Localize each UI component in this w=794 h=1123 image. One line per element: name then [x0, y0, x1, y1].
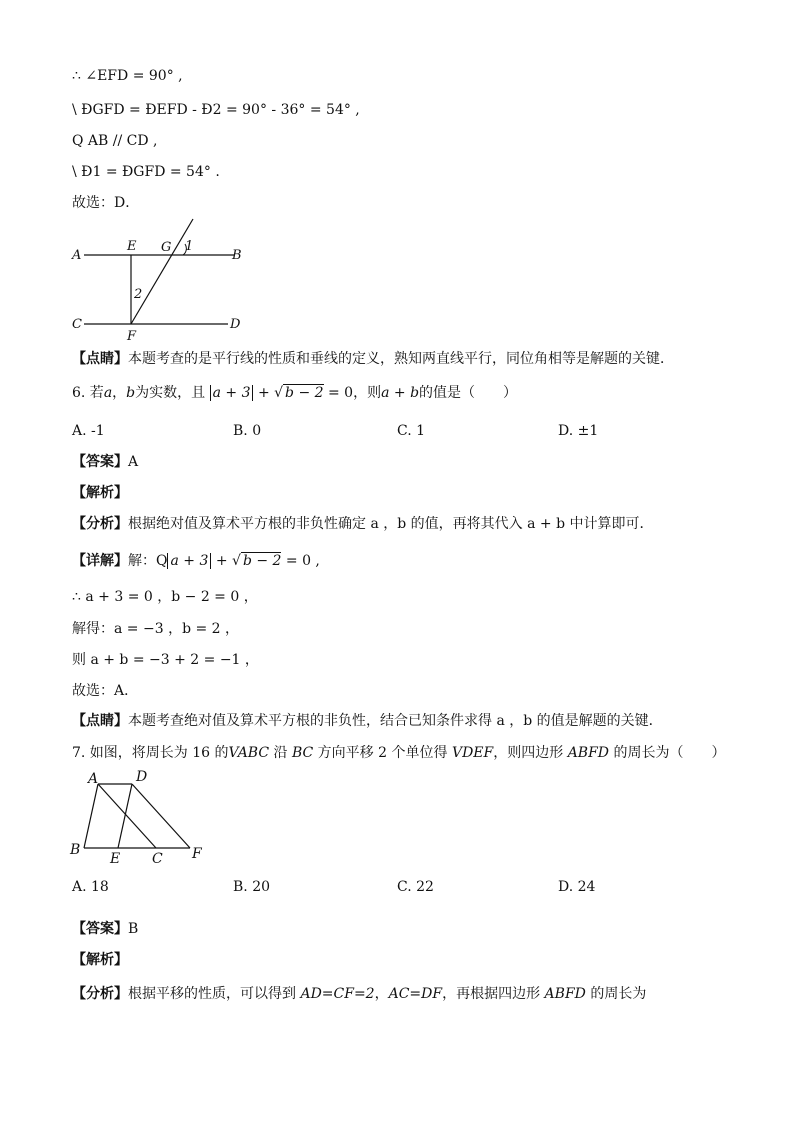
q6-mid: 为实数，且: [135, 385, 206, 401]
q7-bc: BC: [291, 745, 314, 761]
translation-figure: [64, 766, 214, 870]
q7-answer: [72, 919, 138, 939]
q6-comment-text: 本题考查绝对值及算术平方根的非负性，结合已知条件求得 a ，b 的值是解题的关键．: [128, 713, 663, 729]
q7-fenxi-quad: ABFD: [544, 986, 586, 1002]
label-g: G: [161, 240, 172, 255]
q6-sqrt-expr: b − 2: [285, 385, 324, 401]
q6-plus: +: [257, 385, 270, 401]
q6-xiangjie: 【详解】解：Q a + 3 + √ b − 2 = 0 ,: [72, 553, 320, 569]
q6-stem: 6. 若a，b为实数，且 a + 3 + √ b − 2 = 0，则a + b的值是（ ）: [72, 385, 518, 401]
q6-var-b: b: [126, 385, 136, 401]
q7-stem-mid3: ，则四边形: [493, 745, 568, 761]
q7-answer-tag: 【答案】: [72, 921, 128, 937]
conclusion-line: 故选：D．: [72, 195, 140, 211]
xiangjie-pre: 解：Q: [128, 553, 168, 569]
label-a: A: [88, 771, 99, 787]
label-a: A: [72, 248, 82, 263]
answer-tag: 【答案】: [72, 454, 128, 470]
q7-fenxi-sep: ，: [374, 986, 389, 1002]
label-2: 2: [134, 287, 143, 302]
label-c: C: [72, 317, 82, 332]
label-1: 1: [185, 239, 194, 254]
comment-text: 本题考查的是平行线的性质和垂线的定义，熟知两直线平行，同位角相等是解题的关键．: [128, 351, 674, 367]
segment-ab: [84, 784, 98, 848]
q7-fenxi-eq1: AD=CF=2: [300, 986, 375, 1002]
q6-step-3: 则 a + b = −3 + 2 = −1 ，: [72, 652, 259, 668]
q6-choice-d: D. ±1: [558, 423, 599, 439]
q7-tri2: VDEF: [451, 745, 494, 761]
fenxi-text: 根据绝对值及算术平方根的非负性确定 a ，b 的值，再将其代入 a + b 中计算即可．: [128, 516, 654, 532]
derivation-line-3: Q AB // CD ,: [72, 133, 158, 149]
q6-analysis-tag: [72, 483, 128, 503]
q6-var-a: a: [103, 385, 113, 401]
q6-answer: [72, 452, 138, 472]
xiangjie-tag: 【详解】: [72, 553, 128, 569]
q7-fenxi-pre: 根据平移的性质，可以得到: [128, 986, 301, 1002]
q7-choice-b: B. 20: [233, 879, 271, 895]
line-fg: [131, 219, 193, 324]
q6-eq0: = 0: [328, 385, 354, 401]
label-e: E: [127, 239, 137, 254]
derivation-line-1: ∴ ∠EFD = 90° ,: [72, 68, 183, 84]
q7-analysis: [72, 950, 128, 970]
q6-comment-tag: 【点睛】: [72, 713, 128, 729]
segment-df: [132, 784, 190, 848]
q6-step-1: ∴ a + 3 = 0 ，b − 2 = 0 ，: [72, 589, 258, 605]
xiangjie-plus: +: [211, 553, 233, 569]
q6-abs-expr: a + 3: [210, 385, 254, 401]
label-b: B: [70, 842, 81, 858]
q7-tri1: VABC: [228, 745, 270, 761]
q7-quad: ABFD: [567, 745, 610, 761]
label-d: D: [230, 317, 241, 332]
label-d: D: [136, 769, 148, 785]
analysis-tag: 【解析】: [72, 485, 128, 501]
label-f: F: [127, 329, 137, 344]
segment-de: [118, 784, 132, 848]
q7-stem-mid1: 沿: [269, 745, 292, 761]
q6-then: ，则: [353, 385, 382, 401]
q6-choice-b: B. 0: [233, 423, 262, 439]
q7-fenxi: [72, 984, 646, 1004]
q6-suffix: 的值是（ ）: [419, 385, 518, 401]
q7-stem-mid2: 方向平移 2 个单位得: [313, 745, 452, 761]
xiangjie-sqrt: b − 2: [242, 553, 282, 569]
q6-comment: [72, 711, 663, 731]
q5-comment: [72, 349, 674, 369]
q6-comma: ，: [112, 385, 127, 401]
q7-fenxi-tag: 【分析】: [72, 986, 128, 1002]
q7-stem: [72, 743, 725, 763]
q7-stem-pre: 7. 如图，将周长为 16 的: [72, 745, 229, 761]
q6-sum: a + b: [381, 385, 420, 401]
q6-step-4: 故选：A．: [72, 683, 139, 699]
q6-fenxi: [72, 514, 654, 534]
fenxi-tag: 【分析】: [72, 516, 128, 532]
q7-fenxi-eq2: AC=DF: [388, 986, 443, 1002]
segment-ac: [98, 784, 156, 848]
q7-stem-end: 的周长为（ ）: [609, 745, 726, 761]
q6-choice-c: C. 1: [397, 423, 426, 439]
q7-fenxi-end: 的周长为: [585, 986, 647, 1002]
xiangjie-abs: a + 3: [167, 553, 211, 569]
answer-value: A: [128, 454, 139, 470]
q6-choice-a: A. -1: [72, 423, 105, 439]
q7-choice-d: D. 24: [558, 879, 596, 895]
label-b: B: [232, 248, 242, 263]
xiangjie-end: = 0 ,: [281, 553, 320, 569]
q7-fenxi-mid: ，再根据四边形: [442, 986, 545, 1002]
q7-answer-value: B: [128, 921, 139, 937]
label-e: E: [110, 851, 121, 867]
q7-choice-a: A. 18: [72, 879, 109, 895]
q7-choice-c: C. 22: [397, 879, 434, 895]
q6-step-2: 解得：a = −3 ，b = 2 ，: [72, 621, 240, 637]
q7-analysis-tag: 【解析】: [72, 952, 128, 968]
q6-prefix: 6. 若: [72, 385, 104, 401]
label-c: C: [152, 851, 163, 867]
derivation-line-2: \ ÐGFD = ÐEFD - Ð2 = 90° - 36° = 54° ,: [72, 102, 360, 118]
label-f: F: [192, 846, 202, 862]
derivation-line-4: \ Ð1 = ÐGFD = 54° .: [72, 164, 220, 180]
parallel-lines-figure: [66, 214, 256, 344]
comment-tag: 【点睛】: [72, 351, 128, 367]
